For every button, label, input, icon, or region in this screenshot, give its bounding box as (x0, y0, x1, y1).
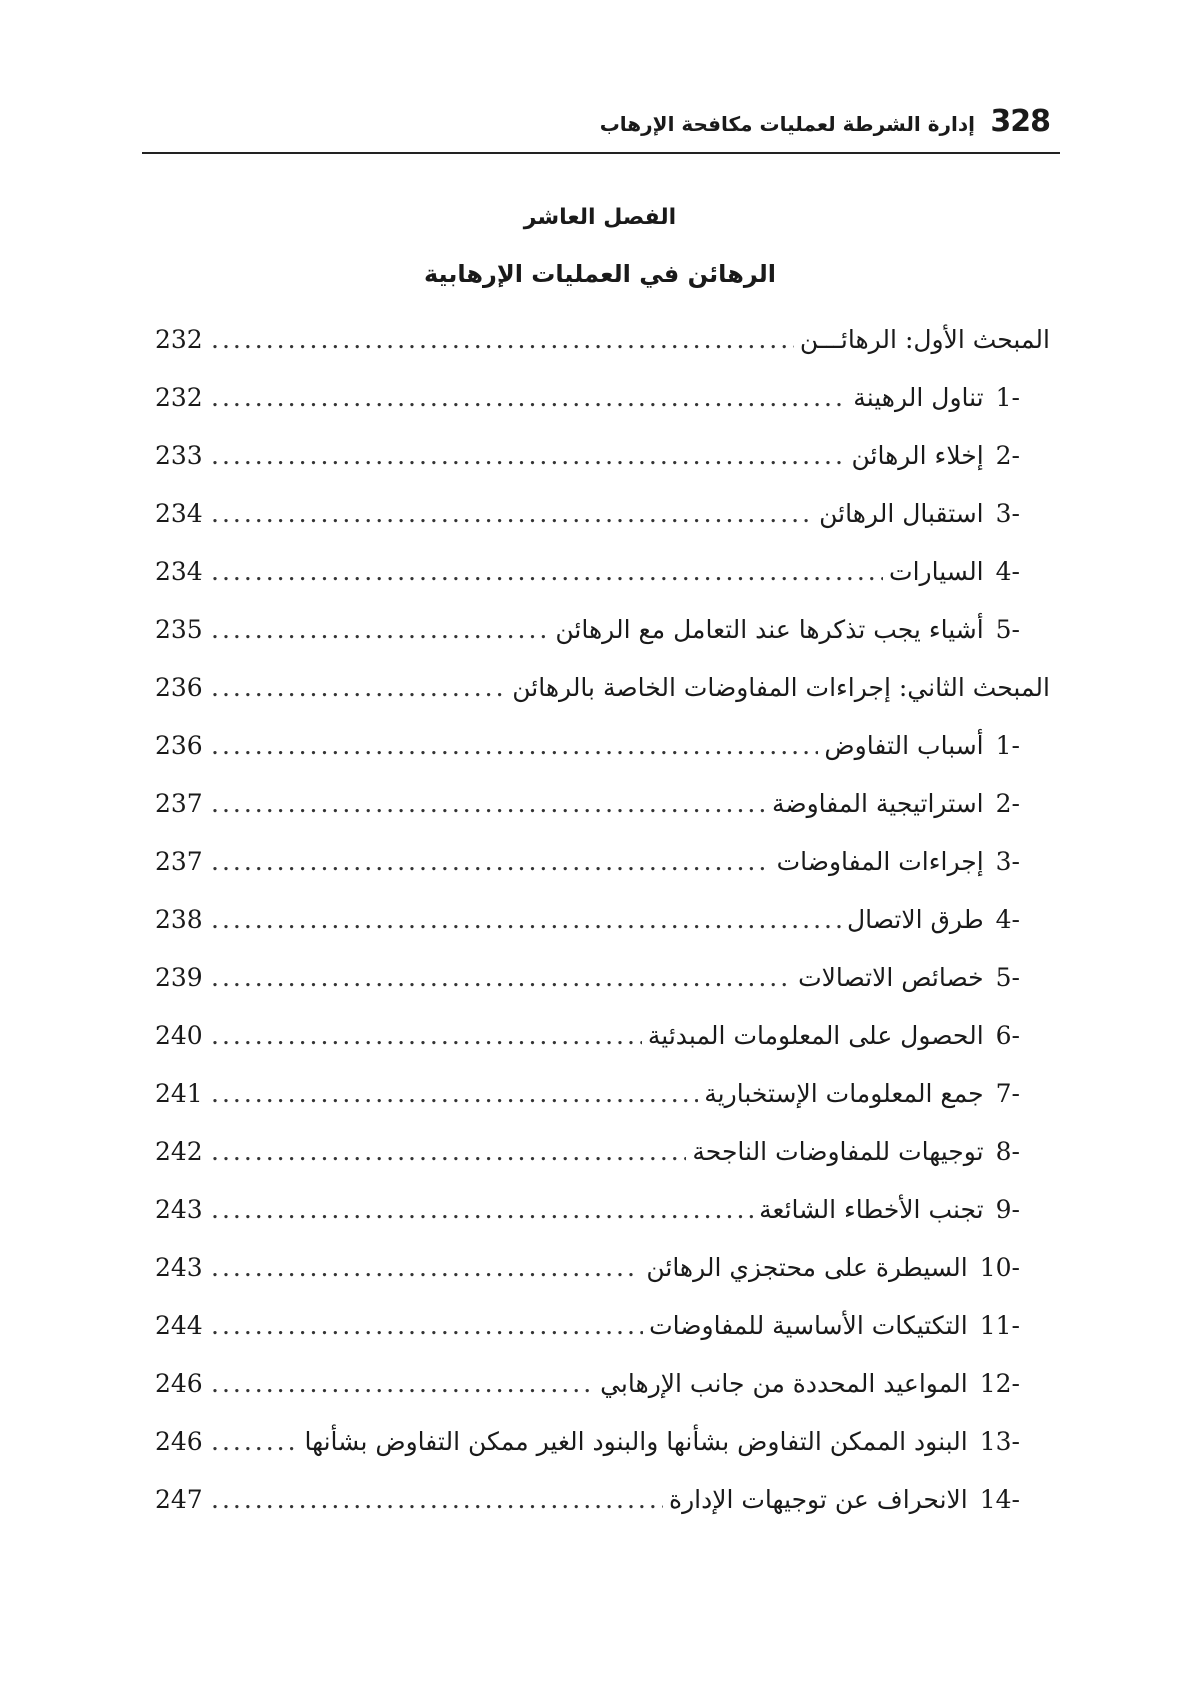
toc-entry-label: إخلاء الرهائن (851, 441, 984, 470)
toc-dot-leader (211, 731, 818, 760)
toc-entry-page: 243 (155, 1195, 203, 1224)
toc-entry-number: 5- (995, 963, 1020, 992)
toc-entry-label: تناول الرهينة (853, 383, 984, 412)
toc-entry-number: 2- (995, 441, 1020, 470)
toc-entry-label: المواعيد المحددة من جانب الإرهابي (600, 1369, 968, 1398)
toc-entry-page: 243 (155, 1253, 203, 1282)
toc-entry (155, 963, 1050, 1021)
toc-entry-number: 14- (979, 1485, 1020, 1514)
toc-entry-number: 2- (995, 789, 1020, 818)
toc-entry-page: 246 (155, 1427, 203, 1456)
toc-entry (155, 557, 1050, 615)
toc-entry (155, 731, 1050, 789)
page-header (142, 100, 1060, 154)
toc-dot-leader (211, 1021, 642, 1050)
toc-entry-number: 13- (979, 1427, 1020, 1456)
toc-section-entry (155, 325, 1050, 383)
toc-entry-number: 10- (979, 1253, 1020, 1282)
toc-dot-leader (211, 1195, 753, 1224)
toc-entry-number: 8- (995, 1137, 1020, 1166)
toc-dot-leader (211, 1485, 663, 1514)
toc-dot-leader (211, 1137, 686, 1166)
toc-dot-leader (211, 1311, 643, 1340)
toc-entry (155, 383, 1050, 441)
toc-entry (155, 1253, 1050, 1311)
toc-entry-number: 12- (979, 1369, 1020, 1398)
toc-entry (155, 1369, 1050, 1427)
toc-entry-page: 238 (155, 905, 203, 934)
toc-entry-page: 237 (155, 789, 203, 818)
toc-entry (155, 1079, 1050, 1137)
toc-entry (155, 615, 1050, 673)
toc-entry (155, 1485, 1050, 1543)
toc-entry-page: 239 (155, 963, 203, 992)
toc-dot-leader (211, 963, 792, 992)
toc-entry-label: استراتيجية المفاوضة (771, 789, 984, 818)
toc-entry-number: 11- (979, 1311, 1020, 1340)
toc-entry-number: 5- (995, 615, 1020, 644)
toc-entry-number: 9- (995, 1195, 1020, 1224)
running-title: إدارة الشرطة لعمليات مكافحة الإرهاب (599, 112, 975, 136)
toc-entry-page: 241 (155, 1079, 203, 1108)
toc-entry-number: 3- (995, 847, 1020, 876)
toc-dot-leader (211, 615, 549, 644)
toc-entry (155, 441, 1050, 499)
toc-entry-label: طرق الاتصال (846, 905, 984, 934)
toc-entry-page: 236 (155, 673, 203, 702)
toc-entry-page: 247 (155, 1485, 203, 1514)
toc-entry-label: الحصول على المعلومات المبدئية (647, 1021, 984, 1050)
toc-entry-label: أشياء يجب تذكرها عند التعامل مع الرهائن (555, 615, 984, 644)
toc-entry (155, 1311, 1050, 1369)
toc-dot-leader (211, 1427, 298, 1456)
toc-dot-leader (211, 499, 813, 528)
toc-entry-number: 4- (995, 905, 1020, 934)
toc-entry-number: 6- (995, 1021, 1020, 1050)
toc-entry-label: جمع المعلومات الإستخبارية (704, 1079, 984, 1108)
toc-entry-label: المبحث الأول: الرهائـــن (799, 325, 1050, 354)
toc-entry-page: 246 (155, 1369, 203, 1398)
toc-dot-leader (211, 383, 847, 412)
toc-entry-label: توجيهات للمفاوضات الناجحة (692, 1137, 984, 1166)
toc-entry-page: 244 (155, 1311, 203, 1340)
toc-entry-page: 242 (155, 1137, 203, 1166)
toc-entry-page: 234 (155, 499, 203, 528)
chapter-title: الرهائن في العمليات الإرهابية (423, 260, 777, 288)
toc-entry (155, 499, 1050, 557)
toc-entry-number: 1- (995, 383, 1020, 412)
toc-entry-page: 232 (155, 383, 203, 412)
toc-entry-label: المبحث الثاني: إجراءات المفاوضات الخاصة بالرهائن (512, 673, 1050, 702)
toc-entry (155, 789, 1050, 847)
toc-entry-label: تجنب الأخطاء الشائعة (759, 1195, 984, 1224)
toc-entry-label: أسباب التفاوض (824, 731, 984, 760)
toc-dot-leader (211, 1079, 698, 1108)
toc-dot-leader (211, 905, 841, 934)
toc-dot-leader (211, 1253, 640, 1282)
toc-entry-label: استقبال الرهائن (819, 499, 984, 528)
toc-entry-label: خصائص الاتصالات (798, 963, 984, 992)
page-number: 328 (990, 104, 1050, 139)
toc-dot-leader (211, 557, 883, 586)
toc-dot-leader (211, 441, 845, 470)
toc-entry-label: الانحراف عن توجيهات الإدارة (668, 1485, 968, 1514)
toc-entry-label: البنود الممكن التفاوض بشأنها والبنود الغير ممكن التفاوض بشأنها (304, 1427, 968, 1456)
toc-entry-label: التكتيكات الأساسية للمفاوضات (649, 1311, 968, 1340)
toc-entry-page: 234 (155, 557, 203, 586)
chapter-label: الفصل العاشر (523, 205, 677, 230)
toc-entry (155, 1021, 1050, 1079)
toc-entry (155, 1195, 1050, 1253)
toc-entry-page: 240 (155, 1021, 203, 1050)
toc-dot-leader (211, 673, 506, 702)
toc-entry (155, 1427, 1050, 1485)
toc-entry-page: 235 (155, 615, 203, 644)
toc-entry-label: السيارات (889, 557, 984, 586)
toc-entry (155, 1137, 1050, 1195)
toc-entry-label: السيطرة على محتجزي الرهائن (646, 1253, 968, 1282)
toc-dot-leader (211, 847, 771, 876)
toc-entry-page: 237 (155, 847, 203, 876)
table-of-contents (155, 325, 1050, 1543)
toc-entry-page: 232 (155, 325, 203, 354)
toc-entry (155, 847, 1050, 905)
toc-entry-number: 4- (995, 557, 1020, 586)
toc-dot-leader (211, 325, 794, 354)
toc-entry-page: 236 (155, 731, 203, 760)
toc-entry-number: 1- (995, 731, 1020, 760)
toc-section-entry (155, 673, 1050, 731)
toc-dot-leader (211, 1369, 594, 1398)
toc-entry-number: 3- (995, 499, 1020, 528)
toc-entry-number: 7- (995, 1079, 1020, 1108)
toc-entry (155, 905, 1050, 963)
toc-entry-label: إجراءات المفاوضات (776, 847, 984, 876)
toc-dot-leader (211, 789, 766, 818)
toc-entry-page: 233 (155, 441, 203, 470)
